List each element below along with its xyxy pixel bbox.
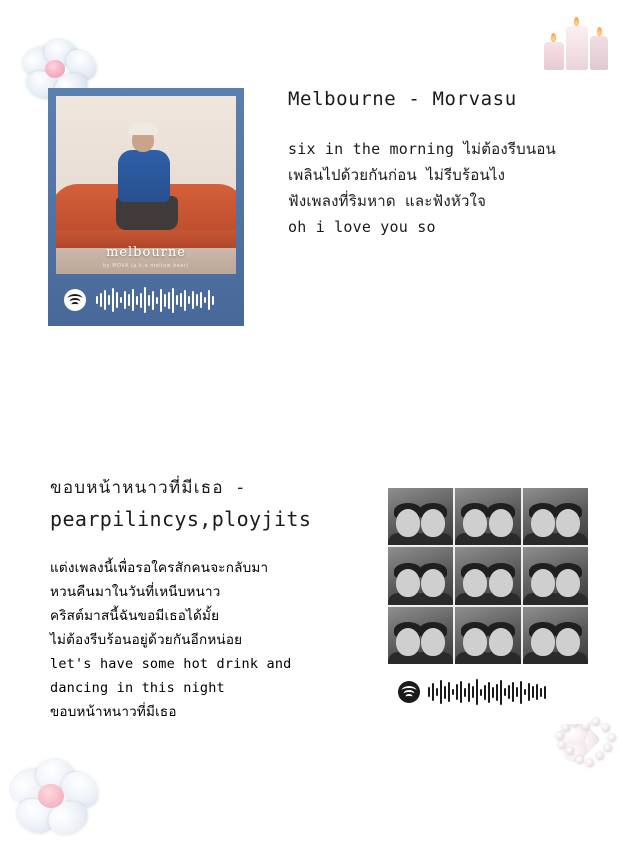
photobooth-cell (523, 488, 588, 545)
spotify-logo-icon (398, 681, 420, 703)
album-cover-photo (56, 96, 236, 274)
lyric-line: oh i love you so (288, 218, 436, 236)
melbourne-album-card (48, 88, 244, 326)
lyric-line: ขอบหน้าหนาวที่มีเธอ (50, 704, 177, 720)
photobooth-cell (455, 488, 520, 545)
spotify-code-icon (96, 287, 214, 313)
pearpilincys-title-line2: pearpilincys,ployjits (50, 507, 312, 531)
lyric-line: หวนคืนมาในวันที่เหนีบหนาว (50, 584, 221, 600)
lyric-line: dancing in this night (50, 680, 225, 696)
flower-icon (8, 760, 104, 844)
spotify-code-strip[interactable] (56, 274, 236, 326)
lyric-line: แต่งเพลงนี้เพื่อรอใครสักคนจะกลับมา (50, 560, 269, 576)
photobooth-cell (455, 607, 520, 664)
photobooth-cell (388, 547, 453, 604)
melbourne-text-block (288, 88, 608, 240)
lyric-line: คริสต์มาสนี้ฉันขอมีเธอได้มั้ย (50, 608, 220, 624)
pearpilincys-heading (50, 474, 380, 531)
candles-icon (540, 8, 620, 70)
lyric-line: six in the morning ไม่ต้องรีบนอน (288, 140, 556, 158)
pearpilincys-lyrics-block (50, 556, 390, 724)
photobooth-cell (523, 547, 588, 604)
album-subtitle: by MOVA (a.k.a.mellow bear) (102, 263, 190, 269)
photobooth-cell (455, 547, 520, 604)
lyric-line: ฟังเพลงที่ริมหาด และฟังหัวใจ (288, 192, 487, 210)
lyric-line: ไม่ต้องรีบร้อนอยู่ด้วยกันอีกหน่อย (50, 632, 243, 648)
spotify-code-strip[interactable] (388, 664, 588, 720)
photobooth-grid (388, 488, 588, 664)
album-title: melbourne (106, 245, 186, 260)
photobooth-card (388, 488, 588, 724)
photobooth-cell (388, 607, 453, 664)
lyric-line: เพลินไปด้วยกันก่อน ไม่รีบร้อนไง (288, 166, 506, 184)
spotify-logo-icon (64, 289, 86, 311)
pearpilincys-title-line1: ขอบหน้าหนาวที่มีเธอ - (50, 478, 247, 498)
lyric-line: let's have some hot drink and (50, 656, 292, 672)
spotify-code-icon (428, 679, 546, 705)
photobooth-cell (388, 488, 453, 545)
photobooth-cell (523, 607, 588, 664)
melbourne-song-title: Melbourne - Morvasu (288, 88, 517, 110)
